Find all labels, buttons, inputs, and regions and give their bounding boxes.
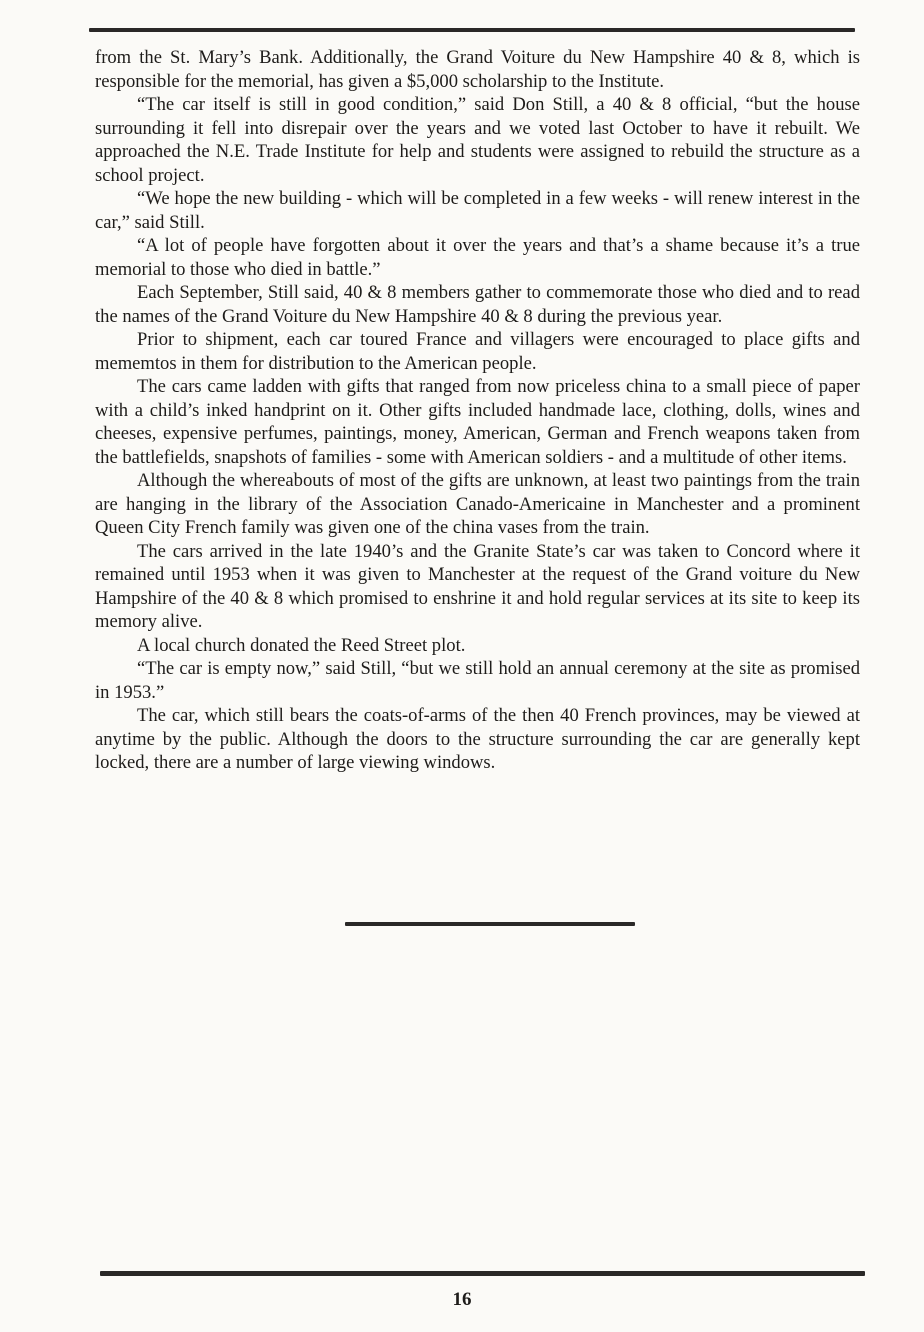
article-paragraph: “A lot of people have forgotten about it over the years and that’s a shame because it’s a true memorial to those who died in battle.” [95,235,860,280]
article-paragraph: “We hope the new building - which will be completed in a few weeks - will renew interest in the car,” said Still. [95,188,860,233]
article-paragraph: “The car itself is still in good condition,” said Don Still, a 40 & 8 official, “but the house surrounding it fell into disrepair over the years and we voted last October to have it rebuilt. We approached the N.E. Trade Institute for help and students were assigned to rebuild the structure as a school project. [95,94,860,186]
article-paragraph: The cars came ladden with gifts that ranged from now priceless china to a small piece of paper with a child’s inked handprint on it. Other gifts included handmade lace, clothing, dolls, wines and cheeses, expensive perfumes, paintings, money, American, German and French weapons taken from the battlefields, snapshots of families - some with American soldiers - and a multitude of other items. [95,376,860,468]
article-body [95,46,860,775]
article-paragraph: from the St. Mary’s Bank. Additionally, the Grand Voiture du New Hampshire 40 & 8, which is responsible for the memorial, has given a $5,000 scholarship to the Institute. [95,47,860,92]
top-rule [89,28,855,32]
article-paragraph: “The car is empty now,” said Still, “but we still hold an annual ceremony at the site as promised in 1953.” [95,658,860,703]
page-number: 16 [452,1289,472,1310]
article-paragraph: Prior to shipment, each car toured France and villagers were encouraged to place gifts and mememtos in them for distribution to the American people. [95,329,860,374]
article-paragraph: The car, which still bears the coats-of-arms of the then 40 French provinces, may be viewed at anytime by the public. Although the doors to the structure surrounding the car are generally kept locked, there are a number of large viewing windows. [95,705,860,773]
article-paragraph: Each September, Still said, 40 & 8 members gather to commemorate those who died and to read the names of the Grand Voiture du New Hampshire 40 & 8 during the previous year. [95,282,860,327]
footer-rule [100,1271,865,1276]
article-paragraph: The cars arrived in the late 1940’s and the Granite State’s car was taken to Concord where it remained until 1953 when it was given to Manchester at the request of the Grand voiture du New Hampshire of the 40 & 8 which promised to enshrine it and hold regular services at its site to keep its memory alive. [95,540,860,632]
article-paragraph: Although the whereabouts of most of the gifts are unknown, at least two paintings from the train are hanging in the library of the Association Canado-Americaine in Manchester and a prominent Queen City French family was given one of the china vases from the train. [95,470,860,538]
article-end-rule [345,922,635,926]
article-paragraph: A local church donated the Reed Street plot. [137,634,466,656]
